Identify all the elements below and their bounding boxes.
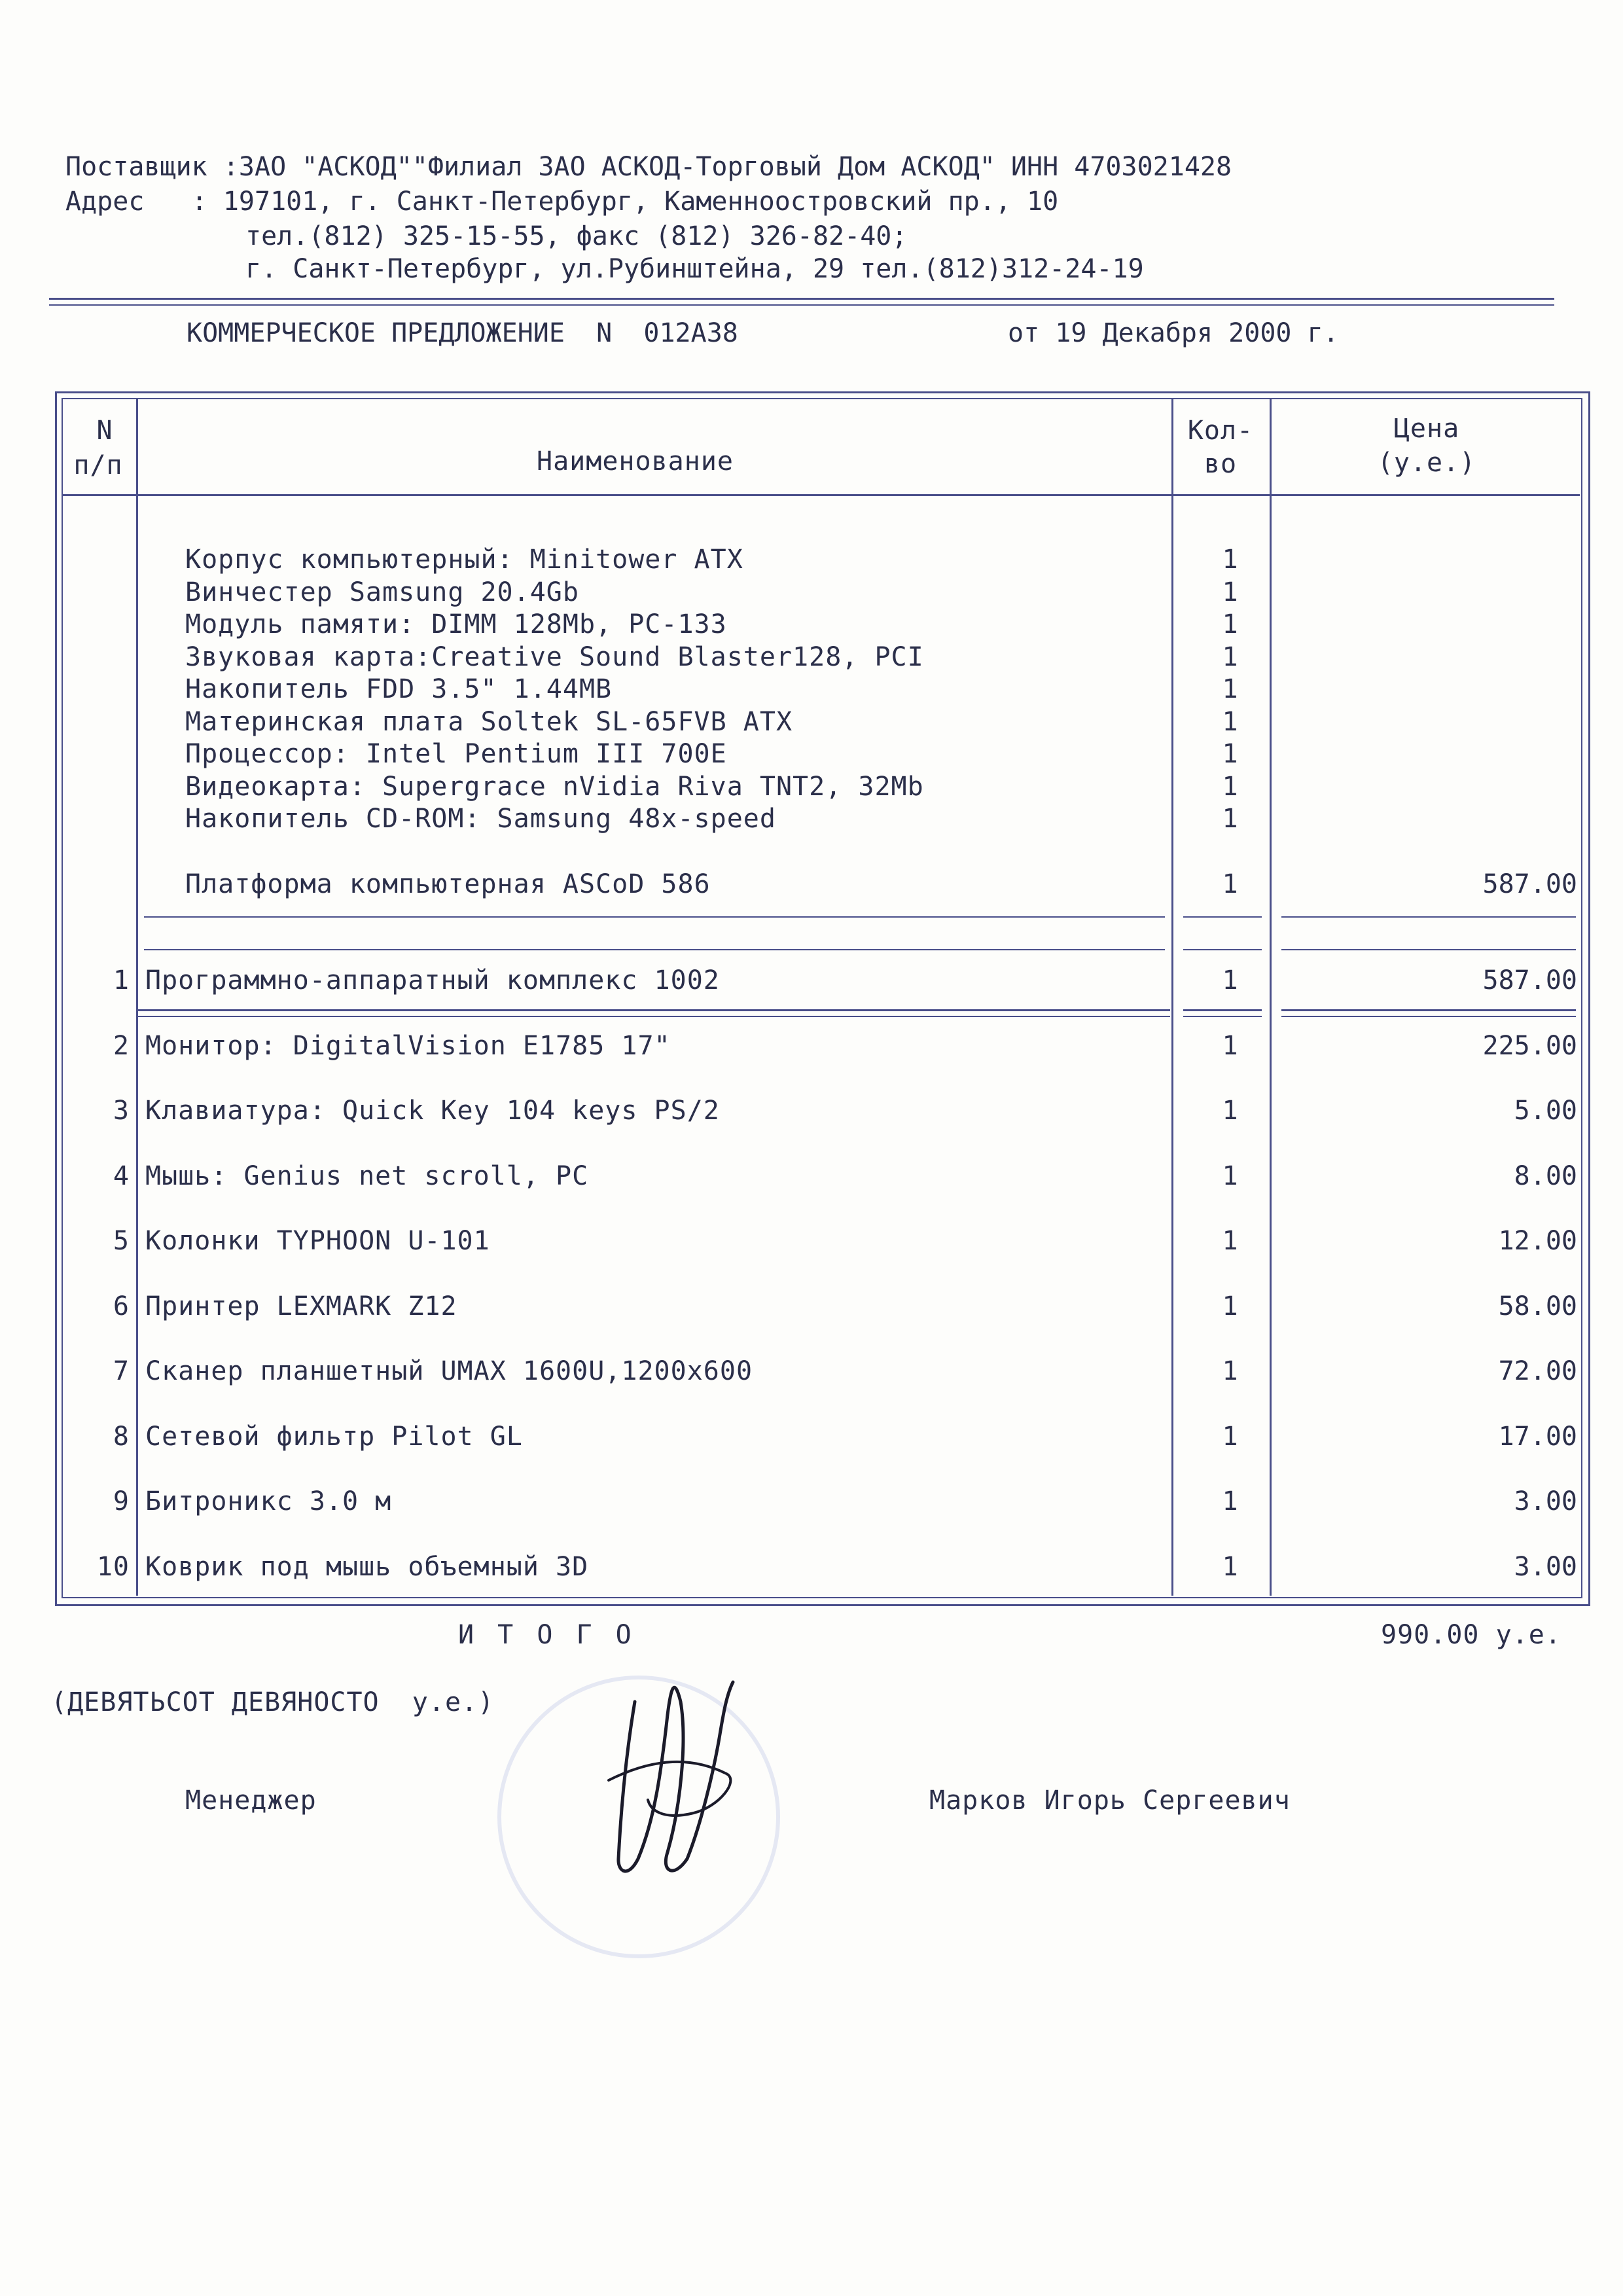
row-name: Коврик под мышь объемный 3D: [145, 1551, 589, 1582]
header-divider-2: [49, 304, 1554, 306]
platform-qty-underline: [1183, 916, 1262, 918]
row-qty: 1: [1222, 1421, 1239, 1452]
component-qty: 1: [1222, 804, 1239, 834]
component-name: Накопитель FDD 3.5" 1.44MB: [185, 674, 613, 704]
phone-line: тел.(812) 325-15-55, факс (812) 326-82-40;: [245, 221, 908, 251]
component-name: Винчестер Samsung 20.4Gb: [185, 577, 579, 607]
component-name: Звуковая карта:Creative Sound Blaster128, PCI: [185, 641, 924, 672]
row-name: Сетевой фильтр Pilot GL: [145, 1421, 523, 1452]
header-divider: [49, 298, 1554, 300]
component-name: Материнская плата Soltek SL-65FVB ATX: [185, 706, 793, 737]
signature-role: Менеджер: [185, 1785, 317, 1816]
col-header-qty-2: во: [1204, 449, 1238, 479]
item1-topline: [144, 949, 1165, 950]
col-divider-name: [1171, 398, 1173, 1596]
component-qty: 1: [1222, 641, 1239, 672]
row-price: 3.00: [1514, 1551, 1577, 1582]
platform-name: Платформа компьютерная ASCoD 586: [185, 869, 711, 899]
row-number: 8: [113, 1421, 130, 1452]
col-header-num-2: п/п: [73, 450, 123, 480]
item1-qty-topline: [1183, 949, 1262, 950]
address-line: Адрес : 197101, г. Санкт-Петербург, Каменноостровский пр., 10: [65, 187, 1059, 217]
component-qty: 1: [1222, 577, 1239, 607]
col-header-qty-1: Кол-: [1187, 416, 1254, 446]
row-number: 9: [113, 1486, 130, 1516]
col-header-name: Наименование: [537, 446, 734, 476]
row-qty: 1: [1222, 1356, 1239, 1386]
item1-qty-double-b: [1183, 1016, 1262, 1017]
row-number: 6: [113, 1291, 130, 1321]
row-number: 3: [113, 1096, 130, 1126]
row-price: 225.00: [1482, 1030, 1577, 1061]
component-name: Корпус компьютерный: Minitower ATX: [185, 545, 743, 575]
row-name: Принтер LEXMARK Z12: [145, 1291, 457, 1321]
row-name: Колонки TYPHOON U-101: [145, 1226, 490, 1256]
component-qty: 1: [1222, 771, 1239, 802]
component-qty: 1: [1222, 674, 1239, 704]
row-number: 4: [113, 1160, 130, 1191]
row-number: 1: [113, 965, 130, 996]
col-divider-num: [136, 398, 138, 1596]
col-header-price-1: Цена: [1393, 414, 1460, 444]
item1-double-line-a: [137, 1009, 1170, 1011]
row-name: Битроникс 3.0 м: [145, 1486, 392, 1516]
row-number: 2: [113, 1030, 130, 1061]
row-price: 3.00: [1514, 1486, 1577, 1516]
item1-price-double-b: [1281, 1016, 1576, 1017]
total-label: И Т О Г О: [458, 1620, 635, 1650]
row-qty: 1: [1222, 1551, 1239, 1582]
component-name: Модуль памяти: DIMM 128Mb, PC-133: [185, 609, 727, 639]
offer-title: КОММЕРЧЕСКОЕ ПРЕДЛОЖЕНИЕ N 012A38: [187, 318, 738, 348]
row-qty: 1: [1222, 1226, 1239, 1256]
supplier-line: Поставщик :ЗАО "АСКОД""Филиал ЗАО АСКОД-Торговый Дом АСКОД" ИНН 4703021428: [65, 152, 1232, 182]
row-name: Сканер планшетный UMAX 1600U,1200x600: [145, 1356, 753, 1386]
row-name: Клавиатура: Quick Key 104 keys PS/2: [145, 1096, 720, 1126]
component-name: Накопитель CD-ROM: Samsung 48x-speed: [185, 804, 776, 834]
signature-name: Марков Игорь Сергеевич: [929, 1785, 1291, 1816]
row-name: Мышь: Genius net scroll, PC: [145, 1160, 589, 1191]
item1-price-topline: [1281, 949, 1576, 950]
item1-qty-double-a: [1183, 1009, 1262, 1011]
col-header-price-2: (у.е.): [1377, 448, 1476, 478]
platform-price: 587.00: [1482, 869, 1577, 899]
row-qty: 1: [1222, 1486, 1239, 1516]
total-in-words: (ДЕВЯТЬСОТ ДЕВЯНОСТО у.е.): [51, 1687, 495, 1717]
row-price: 587.00: [1482, 965, 1577, 996]
row-price: 8.00: [1514, 1160, 1577, 1191]
row-qty: 1: [1222, 1160, 1239, 1191]
component-name: Видеокарта: Supergrace nVidia Riva TNT2, 32Mb: [185, 771, 924, 802]
row-qty: 1: [1222, 1096, 1239, 1126]
item1-double-line-b: [137, 1016, 1170, 1017]
row-price: 5.00: [1514, 1096, 1577, 1126]
row-qty: 1: [1222, 1030, 1239, 1061]
platform-price-underline: [1281, 916, 1576, 918]
row-qty: 1: [1222, 1291, 1239, 1321]
item1-price-double-a: [1281, 1009, 1576, 1011]
row-price: 58.00: [1498, 1291, 1577, 1321]
component-name: Процессор: Intel Pentium III 700E: [185, 739, 727, 769]
col-divider-qty: [1270, 398, 1272, 1596]
row-price: 72.00: [1498, 1356, 1577, 1386]
platform-qty: 1: [1222, 869, 1239, 899]
offer-date: от 19 Декабря 2000 г.: [1008, 318, 1339, 348]
component-qty: 1: [1222, 706, 1239, 737]
address2-line: г. Санкт-Петербург, ул.Рубинштейна, 29 тел.(812)312-24-19: [245, 254, 1144, 284]
handwritten-signature: [589, 1662, 759, 1898]
row-qty: 1: [1222, 965, 1239, 996]
component-qty: 1: [1222, 739, 1239, 769]
component-qty: 1: [1222, 545, 1239, 575]
header-row-line: [62, 494, 1580, 496]
row-number: 10: [96, 1551, 130, 1582]
platform-underline: [144, 916, 1165, 918]
total-amount: 990.00 у.е.: [1381, 1620, 1561, 1650]
row-name: Монитор: DigitalVision E1785 17": [145, 1030, 671, 1061]
col-header-num-1: N: [96, 416, 113, 446]
row-price: 12.00: [1498, 1226, 1577, 1256]
row-number: 5: [113, 1226, 130, 1256]
row-price: 17.00: [1498, 1421, 1577, 1452]
component-qty: 1: [1222, 609, 1239, 639]
row-name: Программно-аппаратный комплекс 1002: [145, 965, 720, 996]
row-number: 7: [113, 1356, 130, 1386]
